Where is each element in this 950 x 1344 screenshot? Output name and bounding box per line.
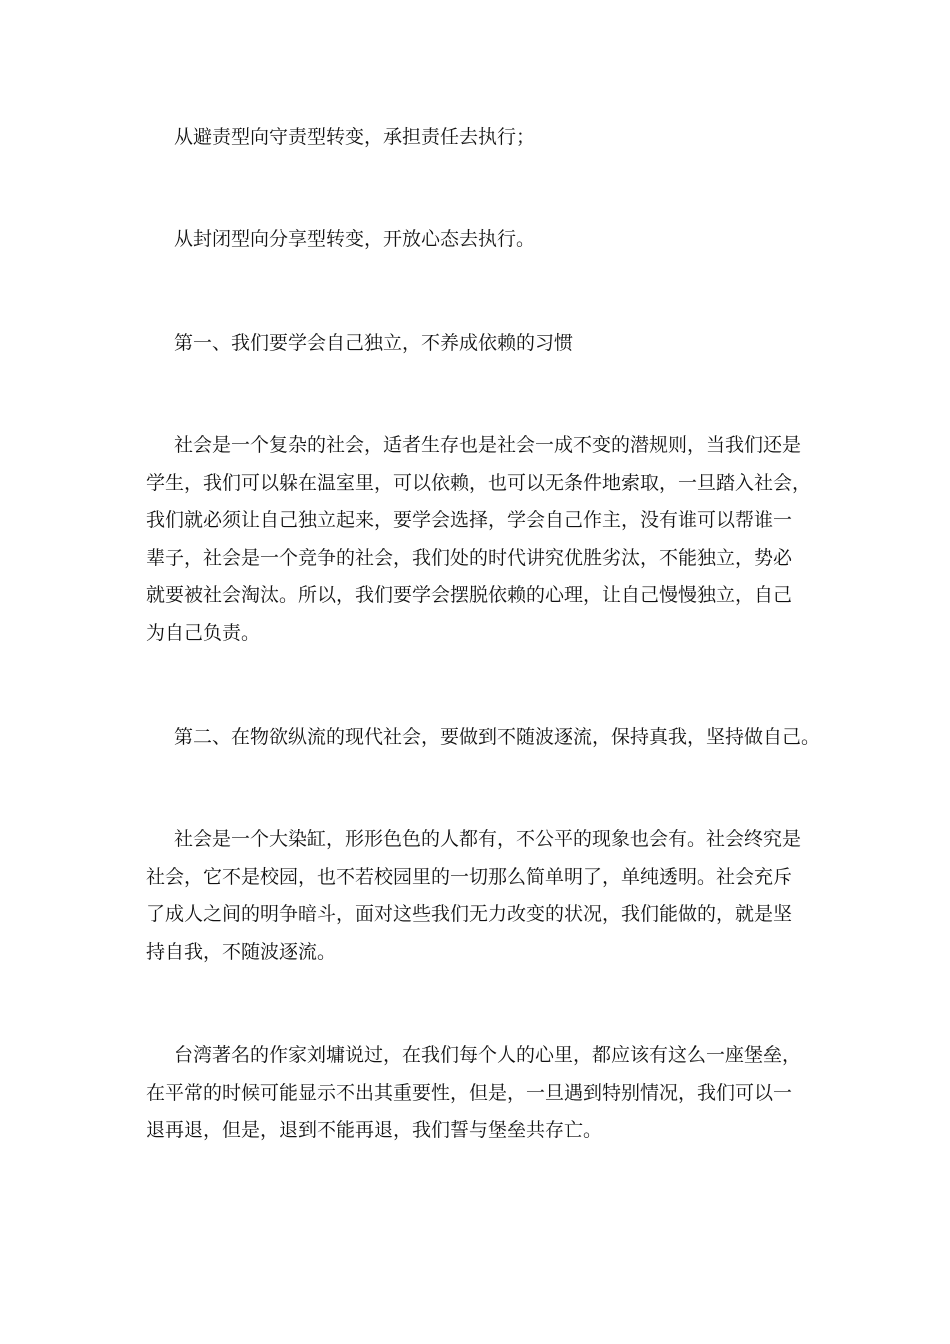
- paragraph-line: 了成人之间的明争暗斗，面对这些我们无力改变的状况，我们能做的，就是坚: [146, 903, 793, 925]
- paragraph-line: 从封闭型向分享型转变，开放心态去执行。: [174, 228, 536, 250]
- paragraph-1: [146, 119, 826, 157]
- paragraph-line: 学生，我们可以躲在温室里，可以依赖，也可以无条件地索取，一旦踏入社会，: [146, 471, 812, 494]
- section-heading-2: [146, 719, 826, 757]
- paragraph-6: [146, 821, 826, 971]
- paragraph-line: 就要被社会淘汰。所以，我们要学会摆脱依赖的心理，让自己慢慢独立，自己: [146, 584, 793, 606]
- paragraph-line: 退再退，但是，退到不能再退，我们誓与堡垒共存亡。: [146, 1119, 603, 1141]
- paragraph-line: 台湾著名的作家刘墉说过，在我们每个人的心里，都应该有这么一座堡垒，: [174, 1044, 802, 1066]
- paragraph-line: 持自我，不随波逐流。: [146, 940, 337, 963]
- paragraph-line: 我们就必须让自己独立起来，要学会选择，学会自己作主，没有谁可以帮谁一: [146, 509, 793, 531]
- paragraph-2: [146, 221, 826, 259]
- paragraph-line: 第一、我们要学会自己独立，不养成依赖的习惯: [174, 332, 574, 354]
- paragraph-4: [146, 427, 826, 652]
- paragraph-line: 社会，它不是校园，也不若校园里的一切那么简单明了，单纯透明。社会充斥: [146, 865, 793, 888]
- paragraph-line: 社会是一个大染缸，形形色色的人都有，不公平的现象也会有。社会终究是: [174, 828, 802, 850]
- section-heading-1: [146, 325, 826, 363]
- paragraph-line: 为自己负责。: [146, 621, 261, 644]
- paragraph-7: [146, 1037, 826, 1150]
- paragraph-line: 社会是一个复杂的社会，适者生存也是社会一成不变的潜规则，当我们还是: [174, 434, 802, 456]
- paragraph-line: 辈子，社会是一个竞争的社会，我们处的时代讲究优胜劣汰，不能独立，势必: [146, 546, 793, 569]
- paragraph-line: 第二、在物欲纵流的现代社会，要做到不随波逐流，保持真我，坚持做自己。: [174, 726, 821, 748]
- paragraph-line: 在平常的时候可能显示不出其重要性，但是，一旦遇到特别情况，我们可以一: [146, 1081, 793, 1104]
- paragraph-line: 从避责型向守责型转变，承担责任去执行；: [174, 126, 536, 148]
